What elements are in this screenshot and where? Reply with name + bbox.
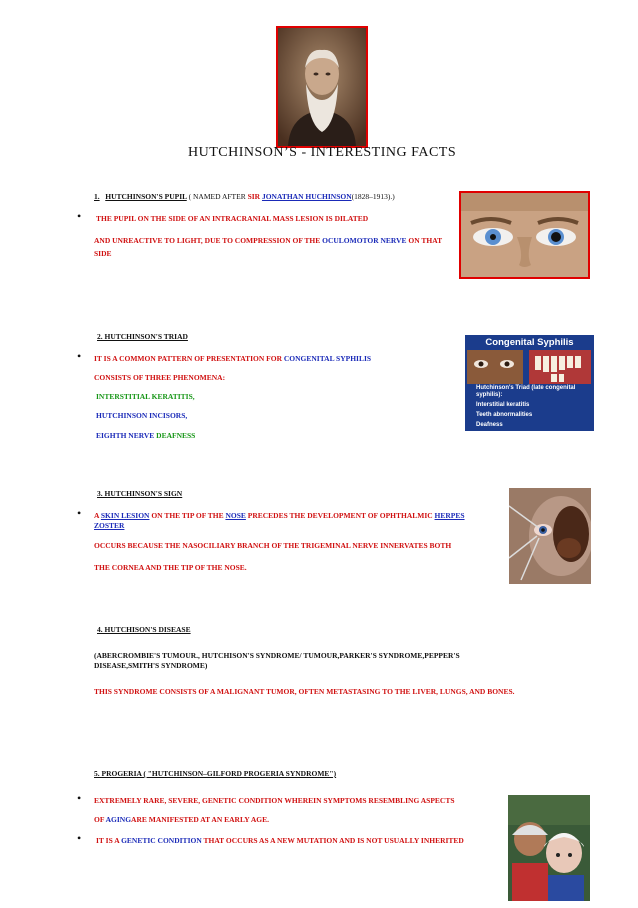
section-1-heading: 1. HUTCHINSON'S PUPIL ( NAMED AFTER SIR JONATHAN HUCHINSON(1828–1913).) — [94, 192, 395, 201]
section-4-heading: 4. HUTCHISON'S DISEASE — [97, 625, 191, 634]
section-3-bullet-text: A SKIN LESION ON THE TIP OF THE NOSE PRECEDES THE DEVELOPMENT OF OPHTHALMIC HERPES — [94, 511, 465, 520]
section-1-title: HUTCHINSON'S PUPIL — [105, 192, 187, 201]
aging-link[interactable]: AGING — [105, 815, 132, 824]
page-title: HUTCHINSON’S - INTERESTING FACTS — [188, 145, 457, 160]
bullet-icon: • — [77, 506, 82, 520]
section-5-bullet-2: IT IS A GENETIC CONDITION THAT OCCURS AS A NEW MUTATION AND IS NOT USUALLY INHERITED — [96, 836, 464, 845]
section-1-number: 1. — [94, 192, 100, 201]
nose-link[interactable]: NOSE — [225, 511, 246, 520]
section-2-heading: 2. HUTCHINSON'S TRIAD — [97, 332, 188, 341]
section-4-alias-line-2: DISEASE,SMITH'S SYNDROME) — [94, 661, 208, 670]
congenital-syphilis-link[interactable]: CONGENITAL SYPHILIS — [283, 354, 372, 363]
section-3-line-3: THE CORNEA AND THE TIP OF THE NOSE. — [94, 563, 247, 572]
section-2-consists: CONSISTS OF THREE PHENOMENA: — [94, 373, 226, 382]
section-1-line-3: SIDE — [94, 249, 112, 258]
section-5-bullet-1-line-2: OF AGINGARE MANIFESTED AT AN EARLY AGE. — [94, 815, 269, 824]
triad-item-keratitis: INTERSTITIAL KERATITIS, — [96, 392, 195, 401]
section-1-bullet-text: THE PUPIL ON THE SIDE OF AN INTRACRANIAL MASS LESION IS DILATED — [96, 214, 369, 223]
section-1-line-2: AND UNREACTIVE TO LIGHT, DUE TO COMPRESSION OF THE OCULOMOTOR NERVE ON THAT — [94, 236, 443, 245]
bullet-icon: • — [77, 791, 82, 805]
dilated-pupil-eyes-image — [459, 191, 590, 279]
herpes-link[interactable]: HERPES — [434, 511, 465, 520]
genetic-condition-link[interactable]: GENETIC CONDITION — [121, 836, 202, 845]
section-3-line-2: OCCURS BECAUSE THE NASOCILIARY BRANCH OF THE TRIGEMINAL NERVE INNERVATES BOTH — [94, 541, 452, 550]
jonathan-hutchinson-link[interactable]: JONATHAN HUCHINSON — [261, 192, 352, 201]
triad-item-deafness: EIGHTH NERVE DEAFNESS — [96, 431, 196, 440]
syph-card-title: Congenital Syphilis — [485, 337, 574, 348]
triad-item-incisors: HUTCHINSON INCISORS, — [96, 411, 188, 420]
herpes-zoster-image — [509, 488, 591, 584]
section-5-heading: 5. PROGERIA ( "HUTCHINSON–GILFORD PROGERIA SYNDROME") — [94, 769, 337, 778]
section-3-heading: 3. HUTCHINSON'S SIGN — [97, 489, 183, 498]
congenital-syphilis-image: Congenital Syphilis Hutchinson's Triad (late congenital syphilis): Interstitial keratitis Teeth abnormalities Deafness — [465, 335, 594, 431]
zoster-link[interactable]: ZOSTER — [94, 521, 125, 530]
skin-lesion-link[interactable]: SKIN LESION — [100, 511, 150, 520]
oculomotor-nerve-link[interactable]: OCULOMOTOR NERVE — [322, 236, 407, 245]
section-4-alias-line-1: (ABERCROMBIE'S TUMOUR., HUTCHISON'S SYNDROME/ TUMOUR,PARKER'S SYNDROME,PEPPER'S — [94, 651, 460, 660]
progeria-children-image — [508, 795, 590, 901]
section-5-bullet-1: EXTREMELY RARE, SEVERE, GENETIC CONDITION WHEREIN SYMPTOMS RESEMBLING ASPECTS — [94, 796, 455, 805]
hutchinson-portrait-image — [276, 26, 368, 148]
bullet-icon: • — [77, 349, 82, 363]
bullet-icon: • — [77, 209, 82, 223]
section-2-bullet-text: IT IS A COMMON PATTERN OF PRESENTATION FOR CONGENITAL SYPHILIS — [94, 354, 372, 363]
section-4-description: THIS SYNDROME CONSISTS OF A MALIGNANT TUMOR, OFTEN METASTASING TO THE LIVER, LUNGS, AND BONES. — [94, 687, 515, 696]
bullet-icon: • — [77, 831, 82, 845]
